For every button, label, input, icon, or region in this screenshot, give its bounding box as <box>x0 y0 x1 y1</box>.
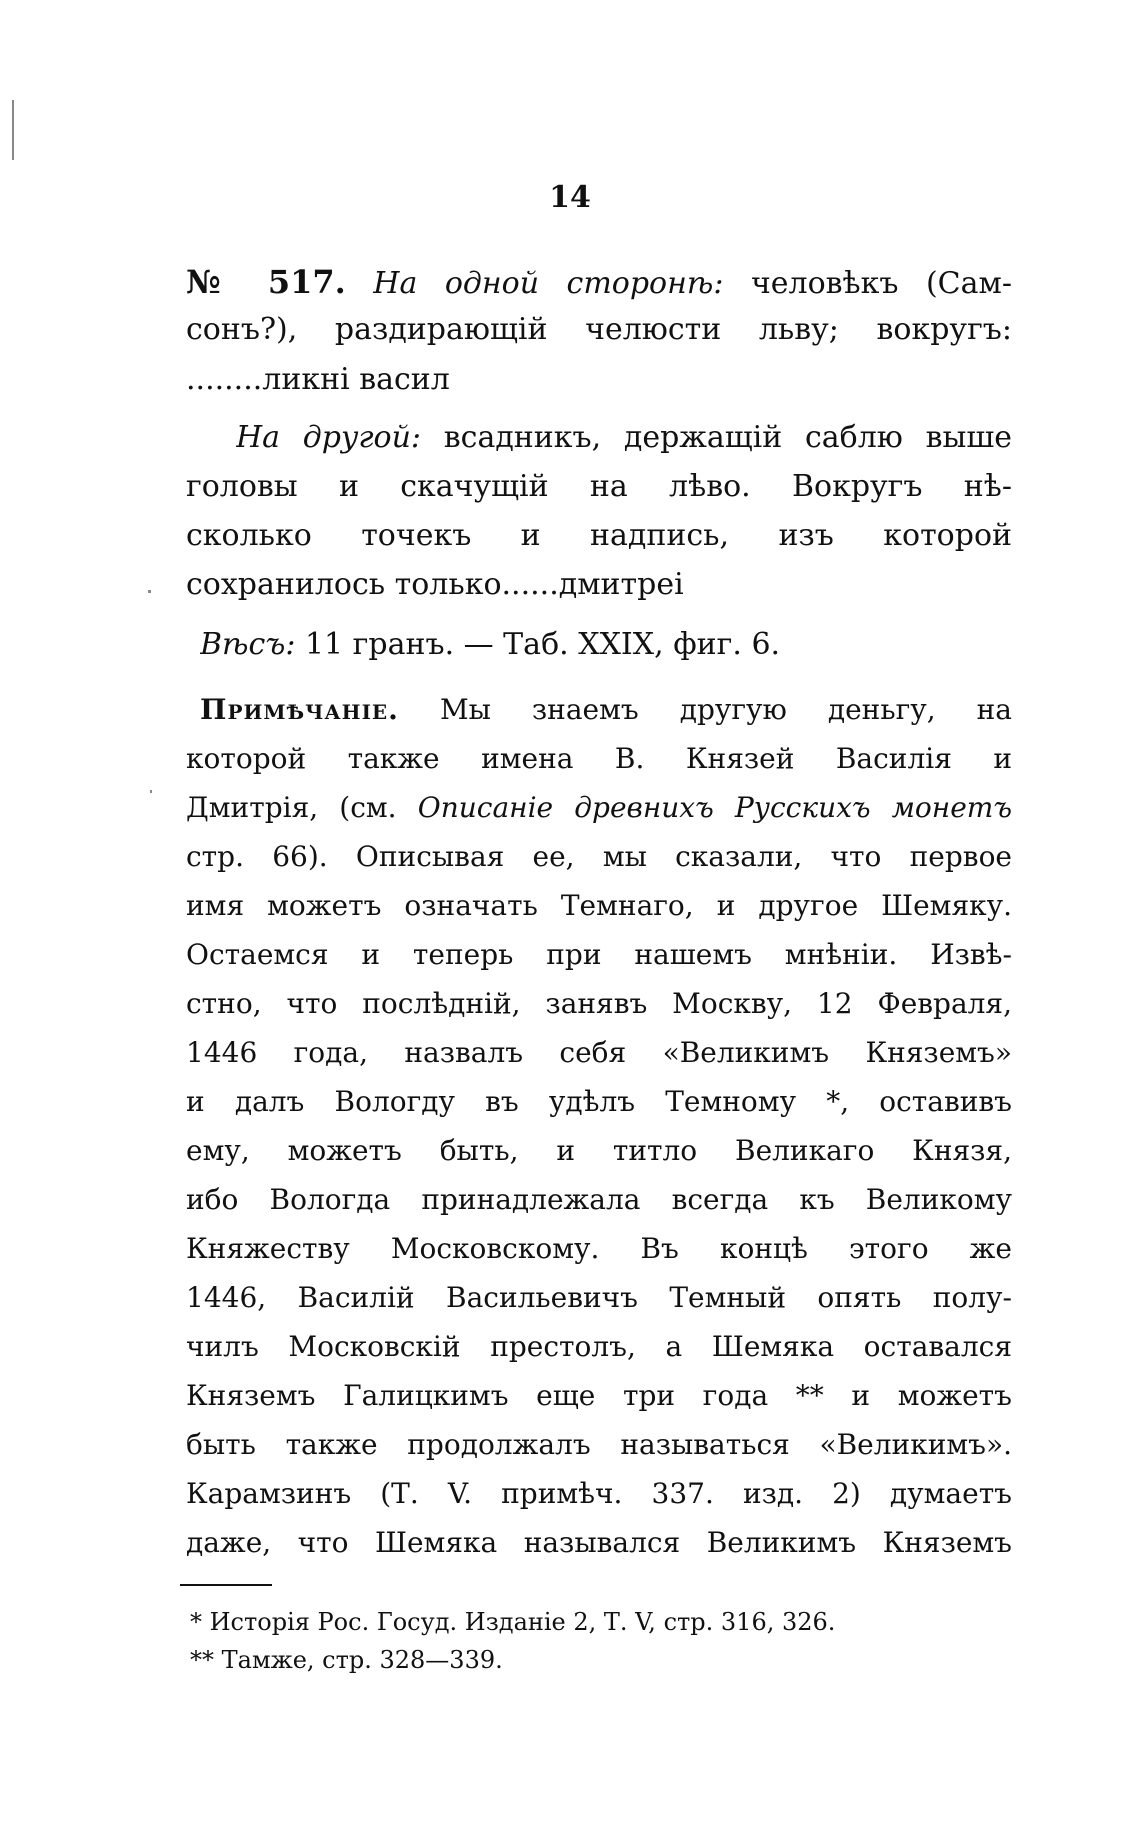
note-line-4: стр. 66). Описывая ее, мы сказали, что первое <box>186 840 1012 873</box>
note-line-13: 1446, Василій Васильевичъ Темный опять полу- <box>186 1281 1012 1314</box>
page-number: 14 <box>549 180 591 215</box>
note-line-3-start: Дмитрія, (см. <box>186 791 397 824</box>
obverse-text: человѣкъ (Сам- <box>750 266 1012 301</box>
weight-line <box>200 625 1026 665</box>
note-line-16: быть также продолжалъ называться «Великимъ». <box>186 1428 1012 1461</box>
scan-artifact <box>148 590 151 593</box>
note-line-15: Княземъ Галицкимъ еще три года ** и можетъ <box>186 1379 1012 1412</box>
footnote-1: * Исторія Рос. Госуд. Изданіе 2, Т. V, стр. 316, 326. <box>190 1608 836 1636</box>
reverse-text: всадникъ, держащій саблю выше <box>443 420 1012 455</box>
footnote-2: ** Тамже, стр. 328—339. <box>190 1646 503 1674</box>
note-line-9: и далъ Вологду въ удѣлъ Темному *, оставивъ <box>186 1085 1012 1118</box>
note-line-1 <box>200 690 1012 730</box>
note-line-14: чилъ Московскій престолъ, а Шемяка оставался <box>186 1330 1012 1363</box>
note-line-5: имя можетъ означать Темнаго, и другое Шемяку. <box>186 889 1012 922</box>
entry-line-1 <box>186 262 1012 304</box>
weight-text: 11 гранъ. — Таб. XXIX, фиг. 6. <box>304 627 781 662</box>
obverse-label: На одной сторонѣ: <box>373 266 724 301</box>
entry-line-4 <box>236 418 1012 458</box>
note-line-12: Княжеству Московскому. Въ концѣ этого же <box>186 1232 1012 1265</box>
note-line-2: которой также имена В. Князей Василія и <box>186 742 1012 775</box>
note-line-6: Остаемся и теперь при нашемъ мнѣніи. Извѣ- <box>186 938 1012 971</box>
entry-line-5: головы и скачущій на лѣво. Вокругъ нѣ- <box>186 469 1012 504</box>
scan-artifact <box>150 790 152 793</box>
note-line-10: ему, можетъ быть, и титло Великаго Князя, <box>186 1134 1012 1167</box>
entry-line-6: сколько точекъ и надпись, изъ которой <box>186 518 1012 553</box>
note-line-11: ибо Вологда принадлежала всегда къ Великому <box>186 1183 1012 1216</box>
weight-label: Вѣсъ: <box>200 627 296 662</box>
note-label: Примѣчаніе. <box>200 693 399 726</box>
entry-number: № 517. <box>186 263 346 301</box>
note-line-18: даже, что Шемяка назывался Великимъ Княземъ <box>186 1526 1012 1559</box>
reverse-label: На другой: <box>236 420 422 455</box>
note-line-3 <box>186 788 1012 828</box>
note-book-title: Описаніе древнихъ Русскихъ монетъ <box>417 791 1012 824</box>
entry-line-3: ........ликні васил <box>186 362 450 397</box>
note-line-7: стно, что послѣдній, занявъ Москву, 12 Февраля, <box>186 987 1012 1020</box>
note-text: Мы знаемъ другую деньгу, на <box>439 693 1012 726</box>
note-line-17: Карамзинъ (Т. V. примѣч. 337. изд. 2) думаетъ <box>186 1477 1012 1510</box>
scan-artifact <box>12 100 14 160</box>
footnote-rule <box>180 1584 272 1586</box>
note-line-8: 1446 года, назвалъ себя «Великимъ Княземъ» <box>186 1036 1012 1069</box>
entry-line-2: сонъ?), раздирающій челюсти льву; вокругъ: <box>186 312 1012 347</box>
entry-line-7: сохранилось только......дмитреі <box>186 567 684 602</box>
